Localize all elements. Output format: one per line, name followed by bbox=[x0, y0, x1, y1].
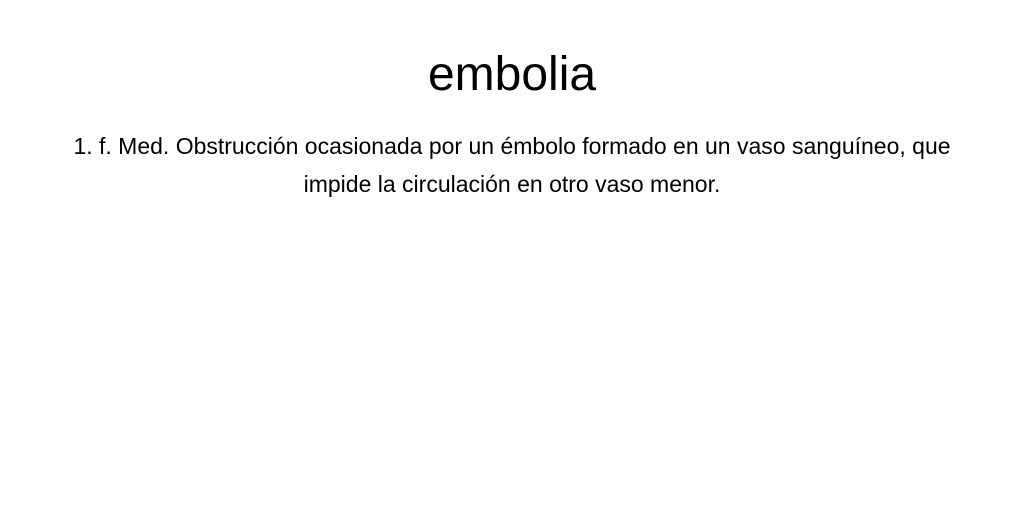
entry-term: embolia bbox=[427, 48, 597, 101]
entry-definition: 1. f. Med. Obstrucción ocasionada por un émbolo formado en un vaso sanguíneo, que impide la circulación en otro vaso menor. bbox=[73, 133, 951, 197]
